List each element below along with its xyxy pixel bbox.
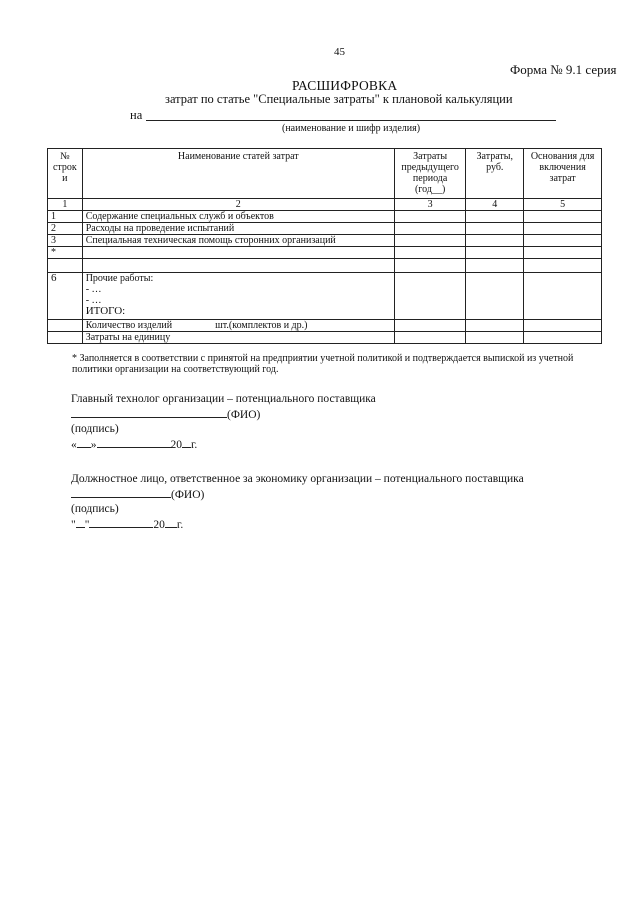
column-number: 2 (82, 199, 394, 211)
row-cell (466, 332, 524, 344)
day-blank (77, 436, 91, 448)
row-cell (466, 273, 524, 320)
header-line: (год__) (414, 184, 446, 195)
signature-role: Главный технолог организации – потенциального поставщика (71, 393, 376, 405)
row-number (48, 259, 83, 273)
row-cell (394, 259, 465, 273)
other-works-line: - … (85, 284, 102, 295)
fio-blank (71, 486, 171, 498)
header-previous-period (394, 149, 465, 199)
row-cell (466, 211, 524, 223)
header-line: Затраты (413, 151, 448, 162)
signature-caption: (подпись) (71, 423, 119, 435)
other-works-line: - … (85, 295, 102, 306)
fio-blank (71, 406, 227, 418)
cost-breakdown-table (47, 148, 602, 344)
other-works-line: Прочие работы: (85, 273, 154, 284)
signature-role: Должностное лицо, ответственное за экономику организации – потенциального поставщика (71, 473, 524, 485)
per-unit-label: Затраты на единицу (82, 332, 394, 344)
row-cell (524, 247, 602, 259)
row-cell (394, 247, 465, 259)
year-prefix: 20 (170, 439, 182, 451)
table-row-other-works (48, 273, 602, 320)
fio-label: (ФИО) (227, 409, 261, 421)
header-line: строк (52, 162, 77, 173)
header-line: включения (539, 162, 586, 173)
document-subtitle: затрат по статье "Специальные затраты" к плановой калькуляции (165, 92, 513, 106)
table-row-per-unit (48, 332, 602, 344)
row-item-name: Содержание специальных служб и объектов (82, 211, 394, 223)
header-line: Затраты, (476, 151, 513, 162)
quantity-cell (82, 320, 394, 332)
row-number: 2 (48, 223, 83, 235)
quantity-units: шт.(комплектов и др.) (215, 320, 308, 331)
row-number: 6 (48, 273, 83, 320)
row-cell (524, 223, 602, 235)
column-number: 4 (466, 199, 524, 211)
row-cell (466, 235, 524, 247)
date-close-quote: " (84, 519, 90, 531)
header-line: периода (412, 173, 448, 184)
year-prefix: 20 (153, 519, 165, 531)
column-number: 3 (394, 199, 465, 211)
header-line: Основания для (530, 151, 595, 162)
row-cell (524, 235, 602, 247)
document-title: РАСШИФРОВКА (292, 78, 398, 93)
row-cell (524, 259, 602, 273)
quantity-label: Количество изделий (85, 320, 173, 331)
form-label: Форма № 9.1 серия (510, 62, 617, 77)
row-item-name (82, 259, 394, 273)
signature-block-economist (71, 472, 524, 532)
page-number: 45 (334, 46, 345, 58)
row-cell (524, 320, 602, 332)
row-item-name (82, 247, 394, 259)
row-cell (466, 320, 524, 332)
header-line: № (60, 151, 70, 162)
date-open-quote: " (71, 519, 76, 531)
signature-block-technologist (71, 392, 376, 452)
header-row-number (48, 149, 83, 199)
column-number: 1 (48, 199, 83, 211)
row-cell (466, 247, 524, 259)
table-row (48, 211, 602, 223)
row-cell (394, 320, 465, 332)
row-number (48, 320, 83, 332)
row-cell (466, 223, 524, 235)
footnote: * Заполняется в соответствии с принятой на предприятии учетной политикой и подтверждается выпиской из учетной политики организации на соответствующий год. (72, 353, 574, 375)
total-label: ИТОГО: (85, 305, 126, 317)
row-number (48, 332, 83, 344)
row-cell (394, 332, 465, 344)
row-number: * (48, 247, 83, 259)
row-cell (394, 235, 465, 247)
row-number: 3 (48, 235, 83, 247)
table-row (48, 223, 602, 235)
table-row-quantity (48, 320, 602, 332)
date-line (71, 436, 376, 452)
row-cell (466, 259, 524, 273)
month-blank (89, 516, 153, 528)
date-open-quote: « (71, 439, 77, 451)
column-number: 5 (524, 199, 602, 211)
other-works-cell (82, 273, 394, 320)
row-cell (524, 211, 602, 223)
row-cell (394, 273, 465, 320)
row-item-name: Расходы на проведение испытаний (82, 223, 394, 235)
header-basis (524, 149, 602, 199)
month-blank (97, 436, 171, 448)
column-number-row (48, 199, 602, 211)
header-line: и (62, 173, 68, 184)
fio-line (71, 406, 376, 422)
row-cell (524, 332, 602, 344)
row-cell (394, 211, 465, 223)
signature-caption: (подпись) (71, 503, 119, 515)
item-prefix: на (130, 108, 143, 122)
row-number: 1 (48, 211, 83, 223)
header-costs-rub (466, 149, 524, 199)
header-line: предыдущего (401, 162, 459, 173)
year-blank (182, 436, 191, 448)
table-row (48, 235, 602, 247)
year-suffix: г. (176, 519, 184, 531)
row-cell (394, 223, 465, 235)
header-line: руб. (486, 162, 504, 173)
item-caption: (наименование и шифр изделия) (282, 123, 421, 134)
day-blank (76, 516, 85, 528)
year-suffix: г. (191, 439, 198, 451)
header-line: затрат (549, 173, 576, 184)
row-item-name: Специальная техническая помощь сторонних организаций (82, 235, 394, 247)
header-item-name: Наименование статей затрат (82, 149, 394, 199)
year-blank (165, 516, 177, 528)
table-row (48, 247, 602, 259)
date-close-quote: » (90, 439, 97, 451)
fio-line (71, 486, 524, 502)
date-line (71, 516, 524, 532)
table-row (48, 259, 602, 273)
item-name-line (146, 120, 556, 121)
fio-label: (ФИО) (171, 489, 205, 501)
table-header-row (48, 149, 602, 199)
row-cell (524, 273, 602, 320)
